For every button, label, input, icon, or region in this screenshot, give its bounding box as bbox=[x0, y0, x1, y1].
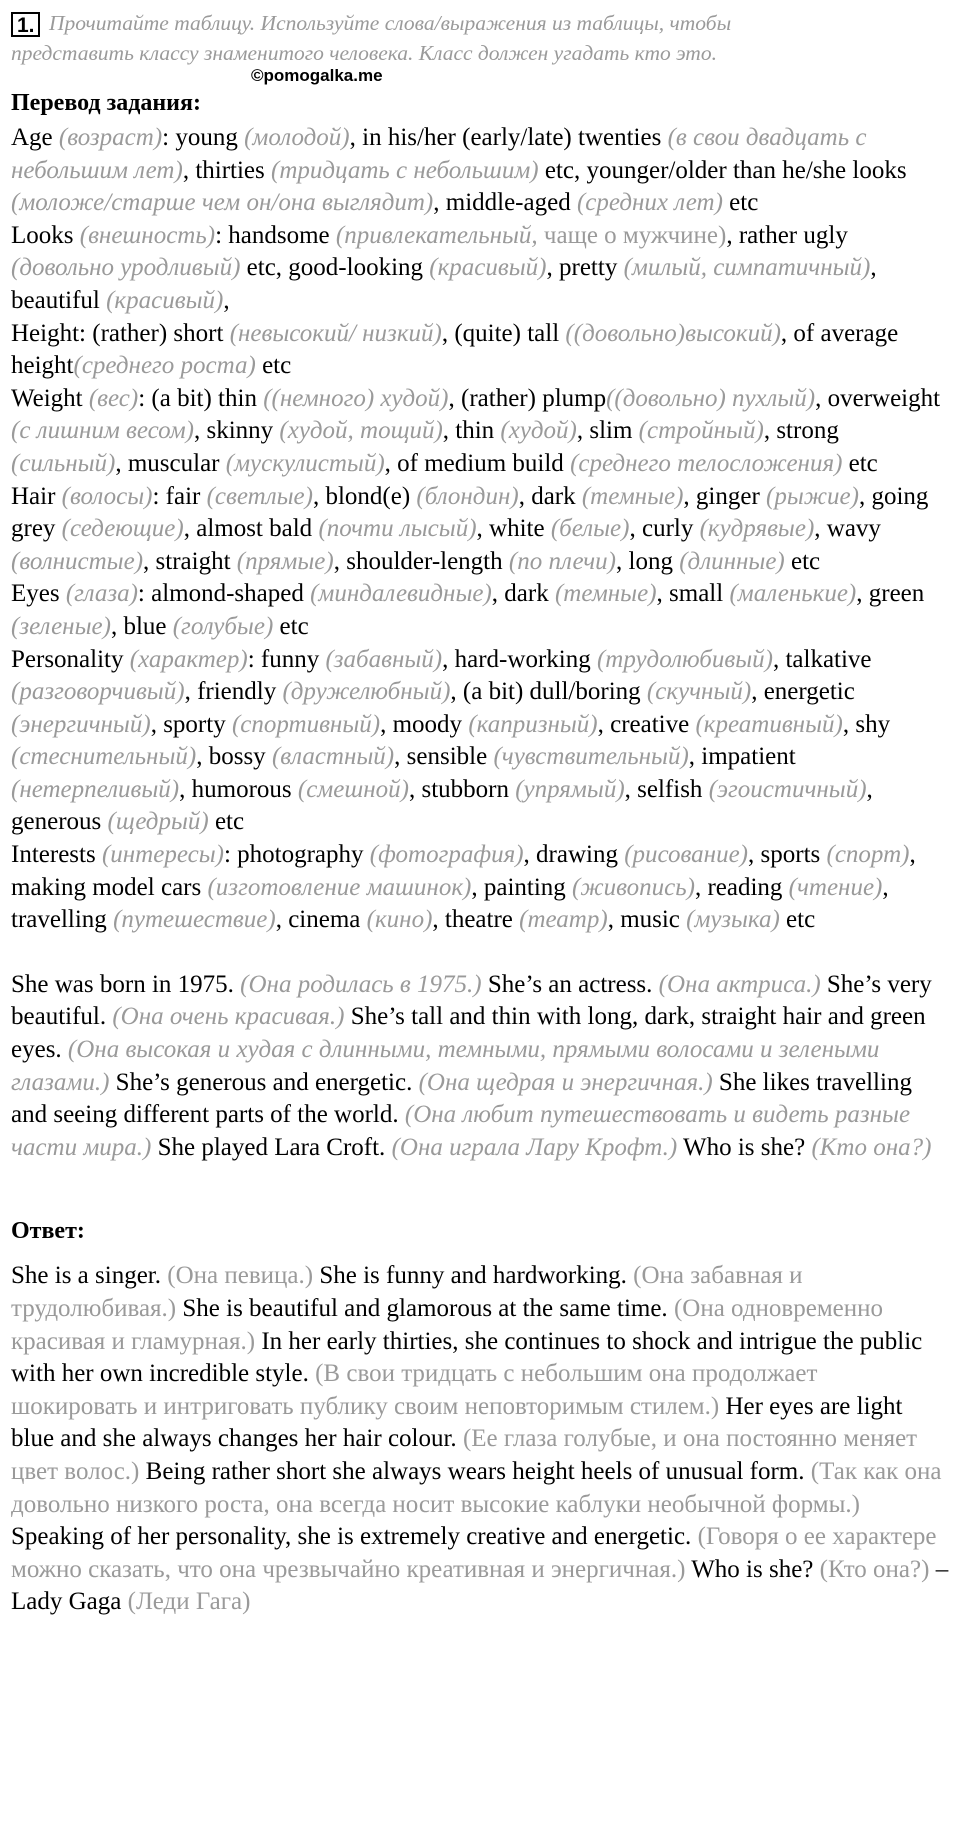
translation-text: (Она актриса.) bbox=[658, 970, 821, 998]
english-text: : fair bbox=[152, 482, 207, 510]
english-text: Her eyes are light blue and she always changes her hair colour. bbox=[11, 1392, 903, 1453]
example-story bbox=[11, 969, 950, 1165]
translation-text: (дружелюбный) bbox=[282, 678, 451, 706]
english-text: : funny bbox=[247, 645, 326, 673]
translation-text: (стеснительный) bbox=[11, 743, 197, 771]
english-text: , (a bit) dull/boring bbox=[450, 678, 647, 706]
translation-text: (Она певица.) bbox=[167, 1262, 314, 1290]
english-text: , thirties bbox=[182, 156, 272, 184]
vocabulary-entry bbox=[11, 839, 950, 937]
translation-text: (креативный) bbox=[695, 710, 843, 738]
english-text: etc, good-looking bbox=[240, 254, 430, 282]
english-text: , overweight bbox=[815, 384, 941, 412]
translation-text: (в свои двадцать с небольшим лет) bbox=[11, 124, 867, 184]
translation-text: (Она играла Лару Крофт.) bbox=[391, 1133, 678, 1161]
translation-text: (прямые) bbox=[236, 547, 334, 575]
answer-story bbox=[11, 1260, 950, 1619]
english-text: , pretty bbox=[546, 254, 624, 282]
vocabulary-entry bbox=[11, 383, 950, 481]
english-text: , of average height bbox=[11, 319, 899, 380]
english-text: Personality bbox=[11, 645, 130, 673]
translation-text: (фотография) bbox=[369, 841, 524, 869]
english-text: , green bbox=[856, 580, 925, 608]
translation-text: (моложе/старше чем он/она выглядит) bbox=[11, 189, 434, 217]
task-instruction-line-2: представить классу знаменитого человека. Класс должен угадать кто это. bbox=[11, 41, 717, 65]
translation-text: (капризный) bbox=[468, 710, 598, 738]
english-text: , in his/her (early/late) twenties bbox=[349, 124, 668, 151]
vocabulary-entry bbox=[11, 644, 950, 840]
vocabulary-entry bbox=[11, 122, 950, 220]
translation-text: (тридцать с небольшим) bbox=[271, 156, 539, 184]
english-text: , straight bbox=[143, 547, 237, 575]
english-text: She’s tall and thin with long, dark, straight hair and green eyes. bbox=[11, 1003, 926, 1064]
english-text: , travelling bbox=[11, 873, 889, 934]
english-text: etc bbox=[842, 449, 878, 477]
translation-text: (привлекательный, bbox=[335, 221, 544, 249]
english-text: : young bbox=[162, 124, 245, 151]
english-text: , middle-aged bbox=[433, 189, 577, 217]
translation-text: (сильный) bbox=[11, 449, 116, 477]
english-text: , making model cars bbox=[11, 841, 916, 901]
english-text: , music bbox=[607, 906, 687, 934]
english-text: , wavy bbox=[814, 515, 881, 543]
english-text: : photography bbox=[223, 841, 370, 869]
translation-text: (Она любит путешествовать и видеть разные части мира.) bbox=[11, 1101, 911, 1161]
translation-text: (путешествие) bbox=[113, 906, 276, 934]
translation-text: (скучный) bbox=[646, 678, 752, 706]
english-text: , dark bbox=[491, 580, 555, 608]
english-text: , (quite) tall bbox=[441, 319, 566, 347]
translation-text: (смешной) bbox=[297, 775, 409, 803]
english-text: , generous bbox=[11, 775, 873, 836]
translation-text: (красивый) bbox=[106, 286, 224, 314]
english-text: etc bbox=[784, 547, 821, 575]
english-text: Hair bbox=[11, 482, 62, 510]
english-text: , thin bbox=[442, 417, 501, 445]
english-text: : almond-shaped bbox=[137, 580, 311, 608]
english-text: , (rather) plump bbox=[448, 384, 607, 412]
english-text: , blue bbox=[110, 612, 173, 640]
translation-text: (Кто она?) bbox=[819, 1555, 930, 1583]
task-number: 1. bbox=[11, 12, 40, 37]
translation-text: (театр) bbox=[519, 906, 608, 934]
translation-text: (Она высокая и худая с длинными, темными, прямыми волосами и зелеными глазами.) bbox=[11, 1036, 880, 1096]
english-text: , painting bbox=[471, 873, 573, 901]
vocabulary-entry bbox=[11, 220, 950, 318]
translation-text: (Она очень красивая.) bbox=[112, 1003, 345, 1031]
translation-text: (белые) bbox=[550, 515, 630, 543]
english-text: , humorous bbox=[179, 775, 298, 803]
english-text: , moody bbox=[380, 710, 469, 738]
english-text: etc bbox=[255, 352, 292, 380]
english-text: , selfish bbox=[624, 775, 709, 803]
english-text: , reading bbox=[694, 873, 789, 901]
translation-text: (темные) bbox=[581, 482, 684, 510]
english-text: , beautiful bbox=[11, 254, 877, 314]
translation-text: (разговорчивый) bbox=[11, 678, 185, 706]
translation-text: (с лишним весом) bbox=[11, 417, 194, 445]
translation-text: (энергичный) bbox=[11, 710, 151, 738]
english-text: , sensible bbox=[394, 743, 494, 771]
translation-text: (средних лет) bbox=[576, 189, 723, 217]
translation-text: (упрямый) bbox=[515, 775, 625, 803]
vocabulary-entry bbox=[11, 481, 950, 579]
translation-text: (милый, симпатичный) bbox=[623, 254, 871, 282]
translation-text: (чувствительный) bbox=[493, 743, 689, 771]
translation-text: (стройный) bbox=[638, 417, 764, 445]
english-text: , long bbox=[616, 547, 680, 575]
english-text: She’s very beautiful. bbox=[11, 970, 932, 1031]
translation-text: (живопись) bbox=[572, 873, 695, 901]
english-text: Height: (rather) short bbox=[11, 319, 230, 347]
english-text: Interests bbox=[11, 841, 102, 869]
translation-text: (трудолюбивый) bbox=[596, 645, 773, 673]
english-text: , rather ugly bbox=[726, 221, 848, 249]
translation-text: ((немного) худой) bbox=[263, 384, 449, 412]
translation-text: (кудрявые) bbox=[699, 515, 815, 543]
translation-text: (блондин) bbox=[416, 482, 519, 510]
translation-text: (молодой) bbox=[244, 124, 350, 151]
english-text: Speaking of her personality, she is extremely creative and energetic. bbox=[11, 1523, 698, 1551]
translation-text: (властный) bbox=[271, 743, 395, 771]
translation-text: (щедрый) bbox=[107, 808, 209, 836]
english-text: , energetic bbox=[751, 678, 855, 706]
translation-text: (В свои тридцать с небольшим она продолжает шокировать и интриговать публику своим неповторимым стилем.) bbox=[11, 1360, 818, 1420]
watermark: ©pomogalka.me bbox=[251, 66, 383, 85]
translation-text: (забавный) bbox=[325, 645, 443, 673]
english-text: , stubborn bbox=[408, 775, 516, 803]
translation-heading: Перевод задания: bbox=[11, 90, 201, 116]
translation-text: (худой, тощий) bbox=[279, 417, 443, 445]
translation-text: (кино) bbox=[366, 906, 433, 934]
translation-text: (Ее глаза голубые, и она постоянно меняет цвет волос.) bbox=[11, 1425, 918, 1485]
translation-text: (волосы) bbox=[61, 482, 153, 510]
english-text: , curly bbox=[629, 515, 700, 543]
translation-text: (интересы) bbox=[101, 841, 224, 869]
english-text: , of medium build bbox=[384, 449, 571, 477]
task-instruction bbox=[11, 8, 950, 68]
translation-text: (музыка) bbox=[686, 906, 780, 934]
english-text: She’s an actress. bbox=[481, 970, 659, 998]
answer-paragraph bbox=[11, 1260, 950, 1619]
english-text: , creative bbox=[597, 710, 696, 738]
english-text: etc bbox=[273, 612, 309, 640]
english-text: , talkative bbox=[772, 645, 872, 673]
english-text: , slim bbox=[576, 417, 639, 445]
translation-text: (темные) bbox=[554, 580, 657, 608]
translation-text: (Так как она довольно низкого роста, она всегда носит высокие каблуки необычной формы.) bbox=[11, 1457, 942, 1518]
english-text: , sports bbox=[748, 841, 827, 869]
english-text: , cinema bbox=[275, 906, 367, 934]
english-text: etc bbox=[722, 189, 759, 217]
translation-text: (рисование) bbox=[624, 841, 749, 869]
english-text: : (a bit) thin bbox=[138, 384, 264, 412]
english-text: , strong bbox=[763, 417, 839, 445]
english-text: , almost bald bbox=[183, 515, 319, 543]
english-text: : handsome bbox=[215, 221, 336, 249]
translation-text: (чтение) bbox=[788, 873, 883, 901]
english-text: , sporty bbox=[150, 710, 232, 738]
translation-text: (эгоистичный) bbox=[708, 775, 867, 803]
translation-text: (изготовление машинок) bbox=[207, 873, 472, 901]
english-text: etc bbox=[208, 808, 245, 836]
english-text: , going grey bbox=[11, 482, 929, 543]
translation-text: (голубые) bbox=[172, 612, 274, 640]
english-text: etc bbox=[779, 906, 816, 934]
translation-text: (характер) bbox=[129, 645, 248, 673]
english-text: , impatient bbox=[688, 743, 796, 771]
translation-text: (Говоря о ее характере можно сказать, что она чрезвычайно креативная и энергичная.) bbox=[11, 1523, 937, 1583]
english-text: , small bbox=[656, 580, 730, 608]
english-text: , hard-working bbox=[442, 645, 597, 673]
task-header bbox=[11, 8, 950, 85]
translation-text: (красивый) bbox=[429, 254, 547, 282]
translation-text: ((довольно) пухлый) bbox=[606, 384, 816, 412]
english-text: Who is she? bbox=[677, 1133, 812, 1161]
english-text: In her early thirties, she continues to shock and intrigue the public with her own incredible style. bbox=[11, 1327, 923, 1388]
translation-text: (по плечи) bbox=[508, 547, 617, 575]
vocabulary-entry bbox=[11, 578, 950, 643]
english-text: , drawing bbox=[523, 841, 625, 869]
english-text: , white bbox=[476, 515, 551, 543]
translation-text: (худой) bbox=[500, 417, 577, 445]
english-text: , shoulder-length bbox=[333, 547, 509, 575]
english-text: She’s generous and energetic. bbox=[109, 1068, 419, 1096]
translation-text: (среднего телосложения) bbox=[570, 449, 843, 477]
translation-text: (внешность) bbox=[79, 221, 216, 249]
translation-text: (глаза) bbox=[65, 580, 138, 608]
translation-text: (почти лысый) bbox=[318, 515, 477, 543]
translation-text: (миндалевидные) bbox=[310, 580, 492, 608]
vocabulary-entry bbox=[11, 318, 950, 383]
translation-text: (волнистые) bbox=[11, 547, 144, 575]
english-text: , friendly bbox=[184, 678, 283, 706]
english-text: She is a singer. bbox=[11, 1262, 168, 1290]
translation-text: (длинные) bbox=[679, 547, 785, 575]
answer-heading: Ответ: bbox=[11, 1218, 85, 1245]
english-text: Who is she? bbox=[685, 1555, 820, 1583]
english-text: Eyes bbox=[11, 580, 66, 608]
english-text: , bbox=[223, 286, 230, 314]
translation-text: (седеющие) bbox=[61, 515, 184, 543]
example-paragraph bbox=[11, 969, 950, 1165]
english-text: She likes travelling and seeing different parts of the world. bbox=[11, 1068, 912, 1129]
translation-text: (рыжие) bbox=[766, 482, 859, 510]
english-text: , bossy bbox=[196, 743, 272, 771]
translation-text: (Кто она?) bbox=[811, 1133, 932, 1161]
translation-text: (возраст) bbox=[58, 124, 163, 151]
english-text: , skinny bbox=[193, 417, 280, 445]
english-text: , ginger bbox=[683, 482, 767, 510]
translation-text: (светлые) bbox=[206, 482, 313, 510]
english-text: , blond(e) bbox=[312, 482, 417, 510]
english-text: etc, younger/older than he/she looks bbox=[538, 156, 907, 184]
english-text: Looks bbox=[11, 221, 80, 249]
english-text: , muscular bbox=[115, 449, 226, 477]
translation-text: (маленькие) bbox=[729, 580, 857, 608]
translation-text: (Она щедрая и энергичная.) bbox=[418, 1068, 713, 1096]
english-text: Weight bbox=[11, 384, 89, 412]
translation-text: (спортивный) bbox=[231, 710, 381, 738]
translation-text: (нетерпеливый) bbox=[11, 775, 180, 803]
translation-text: (Леди Гага) bbox=[127, 1588, 251, 1616]
english-text: , shy bbox=[842, 710, 891, 738]
translation-text: чаще о мужчине) bbox=[543, 221, 727, 249]
english-text: She is beautiful and glamorous at the same time. bbox=[176, 1295, 674, 1322]
translation-text: (вес) bbox=[88, 384, 139, 412]
translation-text: (зеленые) bbox=[11, 612, 111, 640]
vocabulary-list bbox=[11, 122, 950, 937]
english-text: Age bbox=[11, 124, 59, 151]
translation-text: (мускулистый) bbox=[225, 449, 385, 477]
english-text: – Lady Gaga bbox=[11, 1555, 949, 1616]
translation-text: (Она родилась в 1975.) bbox=[240, 970, 482, 998]
english-text: , dark bbox=[518, 482, 582, 510]
english-text: She was born in 1975. bbox=[11, 970, 241, 998]
translation-text: ((довольно)высокий) bbox=[565, 319, 781, 347]
translation-text: (Она забавная и трудолюбивая.) bbox=[11, 1262, 803, 1322]
translation-text: (спорт) bbox=[826, 841, 910, 869]
translation-text: (Она одновременно красивая и гламурная.) bbox=[11, 1295, 883, 1355]
english-text: She is funny and hardworking. bbox=[313, 1262, 634, 1290]
translation-text: (довольно уродливый) bbox=[11, 254, 241, 282]
translation-text: (среднего роста) bbox=[73, 352, 256, 380]
translation-text: (невысокий/ низкий) bbox=[229, 319, 442, 347]
english-text: She played Lara Croft. bbox=[151, 1133, 392, 1161]
task-instruction-line-1: Прочитайте таблицу. Используйте слова/выражения из таблицы, чтобы bbox=[49, 11, 732, 35]
english-text: , theatre bbox=[432, 906, 520, 934]
english-text: Being rather short she always wears height heels of unusual form. bbox=[139, 1457, 811, 1485]
